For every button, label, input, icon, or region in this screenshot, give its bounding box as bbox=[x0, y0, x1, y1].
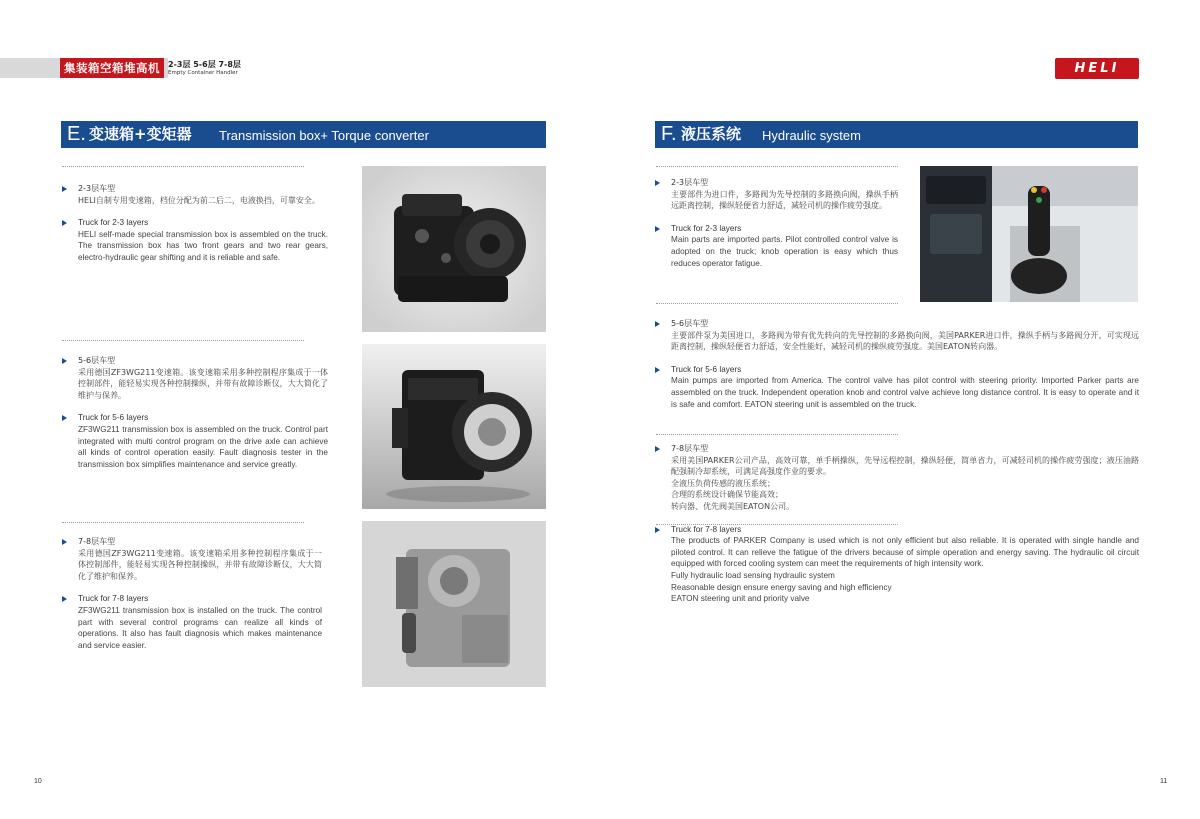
section-f-header bbox=[655, 121, 1138, 148]
item-heading-zh: 7-8层车型 bbox=[62, 536, 322, 548]
item-body-en: ZF3WG211 transmission box is installed on the truck. The control part with several control programs can realize all kinds of operations. It also has fault diagnosis which makes maintenance and service easier. bbox=[78, 605, 322, 650]
section-e-item-3 bbox=[62, 536, 322, 651]
joystick-photo bbox=[920, 166, 1138, 302]
divider bbox=[62, 340, 304, 341]
item-body-en: ZF3WG211 transmission box is assembled on the truck. Control part integrated with multi control program on the drive axle can achieve all kinds of control operation easily. Fault diagnosis tester in the transmission box simplifies maintenance and service greatly. bbox=[78, 424, 328, 469]
item-body-zh: 采用美国PARKER公司产品，高效可靠，单手柄操纵，先导远程控制，操纵轻便，简单省力，可减轻司机的操作疲劳强度；液压油路配强制冷却系统，可满足高强度作业的要求。 bbox=[671, 455, 1139, 477]
heli-logo: HELI bbox=[1055, 58, 1139, 79]
item-body-en: HELI self-made special transmission box is assembled on the truck. The transmission box has two front gears and two rear gears, electro-hydraulic gear shifting and it is reliable and safe. bbox=[78, 229, 328, 262]
section-e-header bbox=[61, 121, 546, 148]
item-heading-zh: 7-8层车型 bbox=[655, 443, 1139, 455]
header-layers: 2-3层 5-6层 7-8层 bbox=[168, 60, 241, 69]
item-body-zh: 采用德国ZF3WG211变速箱。该变速箱采用多种控制程序集成于一体控制部件，能轻易实现各种控制操纵，并带有故障诊断仪，大大简化了维护和保养。 bbox=[78, 548, 322, 581]
page-number-right: 11 bbox=[1160, 778, 1168, 785]
item-body-zh: 主要部件泵为美国进口，多路阀为带有优先转向的先导控制的多路换向阀，美国PARKER进口件，操纵手柄与多路阀分开，可实现远距离控制，操纵轻便省力舒适，安全性能好，减轻司机的操纵疲劳强度。美国EATON转向器。 bbox=[671, 330, 1139, 352]
item-line-zh: 全液压负荷传感的液压系统； bbox=[671, 478, 775, 488]
section-f-letter: F. bbox=[661, 123, 677, 145]
transmission-photo-3 bbox=[362, 521, 546, 687]
item-line-zh: 转向器、优先阀美国EATON公司。 bbox=[671, 501, 795, 511]
header-subtitle: Empty Container Handler bbox=[168, 70, 238, 76]
section-f-title-en: Hydraulic system bbox=[762, 128, 861, 143]
item-line-en: EATON steering unit and priority valve bbox=[671, 594, 810, 604]
item-heading-zh: 5-6层车型 bbox=[655, 318, 1139, 330]
item-line-en: Fully hydraulic load sensing hydraulic system bbox=[671, 570, 835, 580]
section-e-item-2 bbox=[62, 355, 328, 470]
divider bbox=[656, 434, 898, 435]
section-e-title-en: Transmission box+ Torque converter bbox=[219, 128, 429, 143]
item-line-zh: 合理的系统设计确保节能高效； bbox=[671, 490, 783, 500]
header-title: 集装箱空箱堆高机 bbox=[60, 58, 164, 78]
item-body-en: The products of PARKER Company is used which is not only efficient but also reliable. It is operated with single handle and piloted control. It can relieve the fatigue of the drivers because of simple operation and energy saving. The hydraulic oil circuit equipped with forced cooling system can meet the requirements of high intensity work. bbox=[671, 536, 1139, 569]
item-body-zh: 主要部件为进口件，多路阀为先导控制的多路换向阀，操纵手柄远距离控制，操纵轻便省力舒适，减轻司机的操作疲劳强度。 bbox=[671, 189, 898, 211]
item-body-zh: 采用德国ZF3WG211变速箱。该变速箱采用多种控制程序集成于一体控制部件，能轻易实现各种控制操纵，并带有故障诊断仪，大大简化了维护与保养。 bbox=[78, 367, 328, 400]
item-body-en: Main pumps are imported from America. The control valve has pilot control with steering priority. Imported Parker parts are assembled on the truck. Independent operation knob and control valve achieve long distance control. It is easy to operate and it is safe and comfort. EATON steering unit is assembled on the truck. bbox=[671, 376, 1139, 409]
item-heading-en: Truck for 2-3 layers bbox=[655, 223, 898, 235]
section-e-title-zh: 变速箱+变矩器 bbox=[89, 125, 192, 143]
item-heading-zh: 2-3层车型 bbox=[655, 177, 898, 189]
item-line-en: Reasonable design ensure energy saving and high efficiency bbox=[671, 582, 892, 592]
item-body-en: Main parts are imported parts. Pilot controlled control valve is adopted on the truck; knob operation is easy which thus reduces operator fatigue. bbox=[671, 235, 898, 268]
section-f-item-3 bbox=[655, 443, 1139, 605]
item-heading-zh: 2-3层车型 bbox=[62, 183, 328, 195]
item-heading-en: Truck for 7-8 layers bbox=[655, 524, 1139, 536]
section-e-letter: E. bbox=[67, 123, 86, 145]
divider bbox=[62, 166, 304, 167]
item-heading-en: Truck for 2-3 layers bbox=[62, 217, 328, 229]
item-heading-en: Truck for 7-8 layers bbox=[62, 593, 322, 605]
page-number-left: 10 bbox=[34, 778, 42, 785]
transmission-photo-1 bbox=[362, 166, 546, 332]
section-f-title-zh: 液压系统 bbox=[681, 125, 742, 143]
divider bbox=[656, 166, 898, 167]
transmission-photo-2 bbox=[362, 344, 546, 509]
item-heading-en: Truck for 5-6 layers bbox=[62, 412, 328, 424]
section-e-item-1 bbox=[62, 183, 328, 264]
divider bbox=[656, 303, 898, 304]
item-heading-zh: 5-6层车型 bbox=[62, 355, 328, 367]
section-f-item-2 bbox=[655, 318, 1139, 410]
item-body-zh: HELI自制专用变速箱，档位分配为前二后二，电液换挡，可靠安全。 bbox=[78, 195, 320, 205]
section-f-item-1 bbox=[655, 177, 898, 269]
divider bbox=[62, 522, 304, 523]
item-heading-en: Truck for 5-6 layers bbox=[655, 364, 1139, 376]
